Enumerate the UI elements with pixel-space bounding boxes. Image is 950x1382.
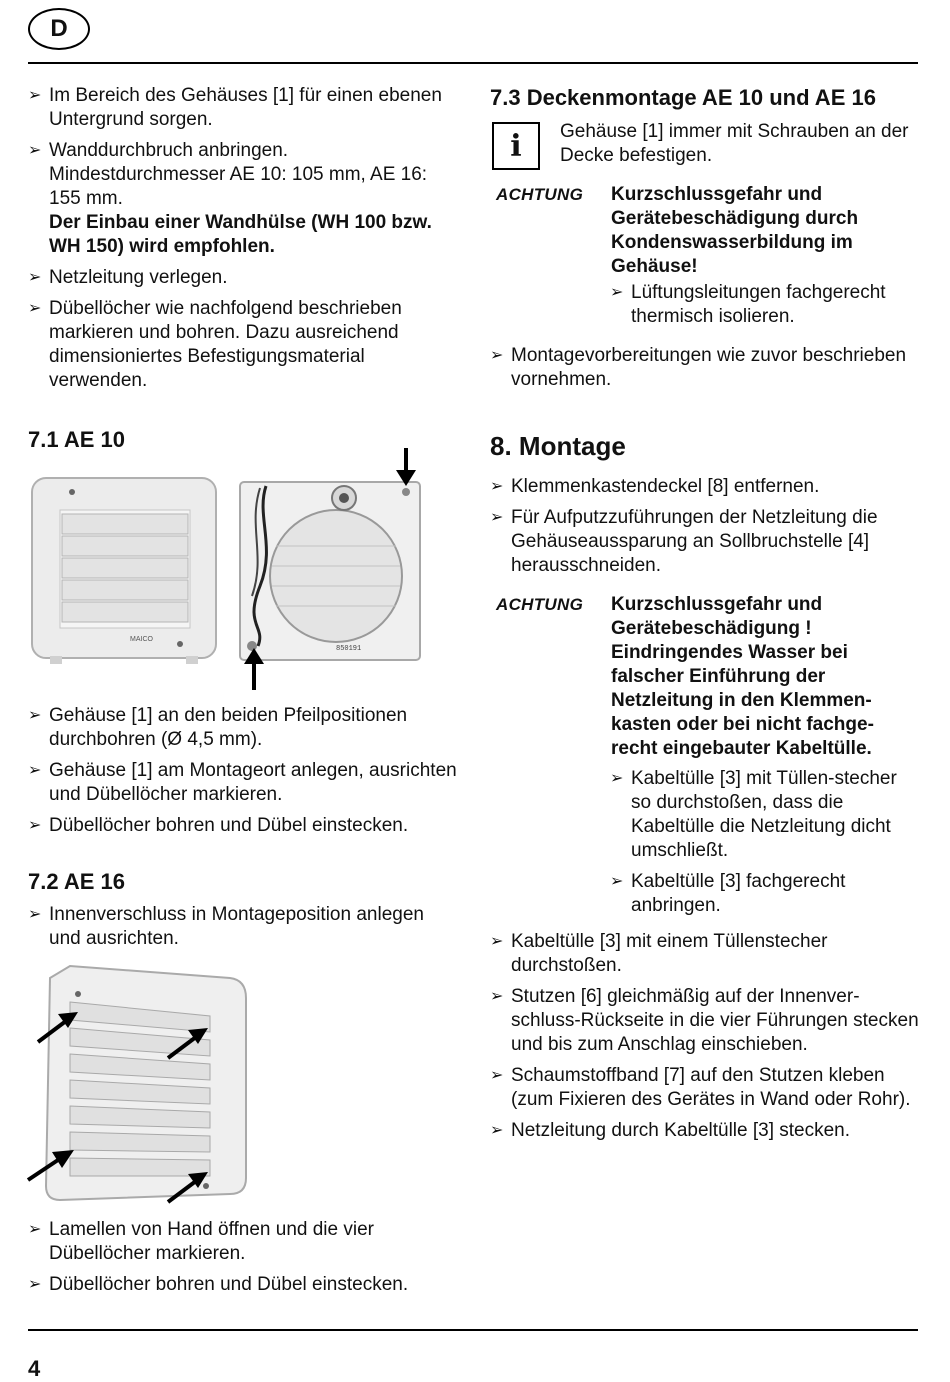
list-item: ➢ Wanddurchbruch anbringen. Mindestdurchmesser AE 10: 105 mm, AE 16: 155 mm. [28, 140, 428, 209]
arrow-bullet-icon: ➢ [490, 988, 504, 1005]
list-item: ➢ Lamellen von Hand öffnen und die vier Dübellöcher markieren. [28, 1219, 374, 1264]
recommendation-note: Der Einbau einer Wandhülse (WH 100 bzw. WH 150) wird empfohlen. [49, 212, 432, 257]
warning-condensation [490, 183, 920, 279]
list-item: ➢ Netzleitung verlegen. [28, 267, 228, 288]
down-arrow-icon [396, 448, 416, 486]
page-number: 4 [28, 1356, 41, 1381]
list-item: ➢ Innenverschluss in Montageposition anlegen und ausrichten. [28, 904, 424, 949]
warning-label: ACHTUNG [496, 185, 584, 204]
section-title-ae10: 7.1 AE 10 [28, 427, 126, 452]
arrow-bullet-icon: ➢ [28, 142, 42, 159]
section-title-montage: 8. Montage [490, 431, 626, 461]
list-item: ➢ Kabeltülle [3] mit einem Tüllenstecher durchstoßen. [490, 931, 828, 976]
footer-rule [28, 1329, 918, 1331]
list-item: ➢ Lüftungsleitungen fachgerecht thermisch isolieren. [610, 282, 886, 327]
arrow-bullet-icon: ➢ [28, 906, 42, 923]
language-badge: D [28, 8, 90, 50]
arrow-bullet-icon: ➢ [28, 300, 42, 317]
arrow-bullet-icon: ➢ [28, 762, 42, 779]
arrow-bullet-icon: ➢ [490, 478, 504, 495]
montage-steps-bottom [490, 930, 920, 1150]
list-item: ➢ Im Bereich des Gehäuses [1] für einen ebenen Untergrund sorgen. [28, 85, 442, 130]
ae16-steps-top [28, 903, 458, 958]
ae10-front-illustration [30, 476, 218, 666]
arrow-bullet-icon: ➢ [28, 1276, 42, 1293]
list-item: ➢ Dübellöcher wie nachfolgend beschrieben markieren und bohren. Dazu ausreichend dimensioniertes Befestigungsmaterial verwenden. [28, 298, 402, 391]
arrow-bullet-icon: ➢ [610, 873, 624, 890]
arrow-bullet-icon: ➢ [610, 770, 624, 787]
arrow-bullet-icon: ➢ [490, 1122, 504, 1139]
ceiling-info-block [490, 114, 920, 174]
info-icon: i [492, 122, 540, 170]
list-item: ➢ Kabeltülle [3] mit Tüllen-stecher so durchstoßen, dass die Kabeltülle die Netzleitung dicht umschließt. [610, 768, 897, 861]
warning-water [490, 593, 920, 761]
ae16-steps-bottom [28, 1218, 458, 1304]
arrow-bullet-icon: ➢ [28, 87, 42, 104]
warning-text: Kurzschlussgefahr und Gerätebeschädigung ! Eindringendes Wasser bei falscher Einführung der Netzleitung in den Klemmen-kasten oder bei nicht fachge-recht eingebauter Kabeltülle. [611, 594, 874, 759]
list-item: ➢ Dübellöcher bohren und Dübel einstecken. [28, 815, 409, 836]
ae10-back-illustration [236, 446, 426, 692]
list-item: ➢ Kabeltülle [3] fachgerecht anbringen. [610, 871, 846, 916]
header-rule [28, 62, 918, 64]
warning-block-1 [490, 183, 920, 336]
list-item: ➢ Gehäuse [1] am Montageort anlegen, ausrichten und Dübellöcher markieren. [28, 760, 457, 805]
arrow-bullet-icon: ➢ [610, 284, 624, 301]
list-item: ➢ Montagevorbereitungen wie zuvor beschrieben vornehmen. [490, 345, 907, 390]
arrow-bullet-icon: ➢ [490, 1067, 504, 1084]
arrow-bullet-icon: ➢ [28, 1221, 42, 1238]
arrow-bullet-icon: ➢ [28, 707, 42, 724]
arrow-bullet-icon: ➢ [490, 509, 504, 526]
list-item: ➢ Schaumstoffband [7] auf den Stutzen kleben (zum Fixieren des Gerätes in Wand oder Rohr). [490, 1065, 911, 1110]
device-label: 850191 [336, 645, 362, 653]
warning-text: Kurzschlussgefahr und Gerätebeschädigung durch Kondenswasserbildung im Gehäuse! [611, 184, 859, 277]
section-title-ae16: 7.2 AE 16 [28, 869, 126, 894]
list-item: ➢ Netzleitung durch Kabeltülle [3] stecken. [490, 1120, 851, 1141]
brand-logo: MAICO [130, 636, 153, 643]
left-column [28, 84, 458, 400]
arrow-bullet-icon: ➢ [28, 269, 42, 286]
list-item: ➢ Gehäuse [1] an den beiden Pfeilpositionen durchbohren (Ø 4,5 mm). [28, 705, 408, 750]
montage-steps-top [490, 475, 920, 585]
arrow-bullet-icon: ➢ [490, 347, 504, 364]
ae10-steps [28, 704, 458, 845]
list-item: ➢ Für Aufputzzuführungen der Netzleitung die Gehäuseaussparung an Sollbruchstelle [4] herausschneiden. [490, 507, 878, 576]
section-title-ceiling: 7.3 Deckenmontage AE 10 und AE 16 [490, 85, 876, 110]
list-item: ➢ Klemmenkastendeckel [8] entfernen. [490, 476, 820, 497]
info-note: i Gehäuse [1] immer mit Schrauben an der Decke befestigen. [490, 114, 920, 174]
warning-label: ACHTUNG [496, 595, 584, 614]
arrow-bullet-icon: ➢ [490, 933, 504, 950]
warning-block-2 [490, 593, 920, 925]
list-item: ➢ Stutzen [6] gleichmäßig auf der Innenver-schluss-Rückseite in die vier Führungen stecken und bis zum Anschlag einschieben. [490, 986, 919, 1055]
list-item: ➢ Dübellöcher bohren und Dübel einstecken. [28, 1274, 409, 1295]
arrow-bullet-icon: ➢ [28, 817, 42, 834]
ae16-illustration [20, 958, 260, 1208]
ceiling-steps [490, 344, 920, 399]
